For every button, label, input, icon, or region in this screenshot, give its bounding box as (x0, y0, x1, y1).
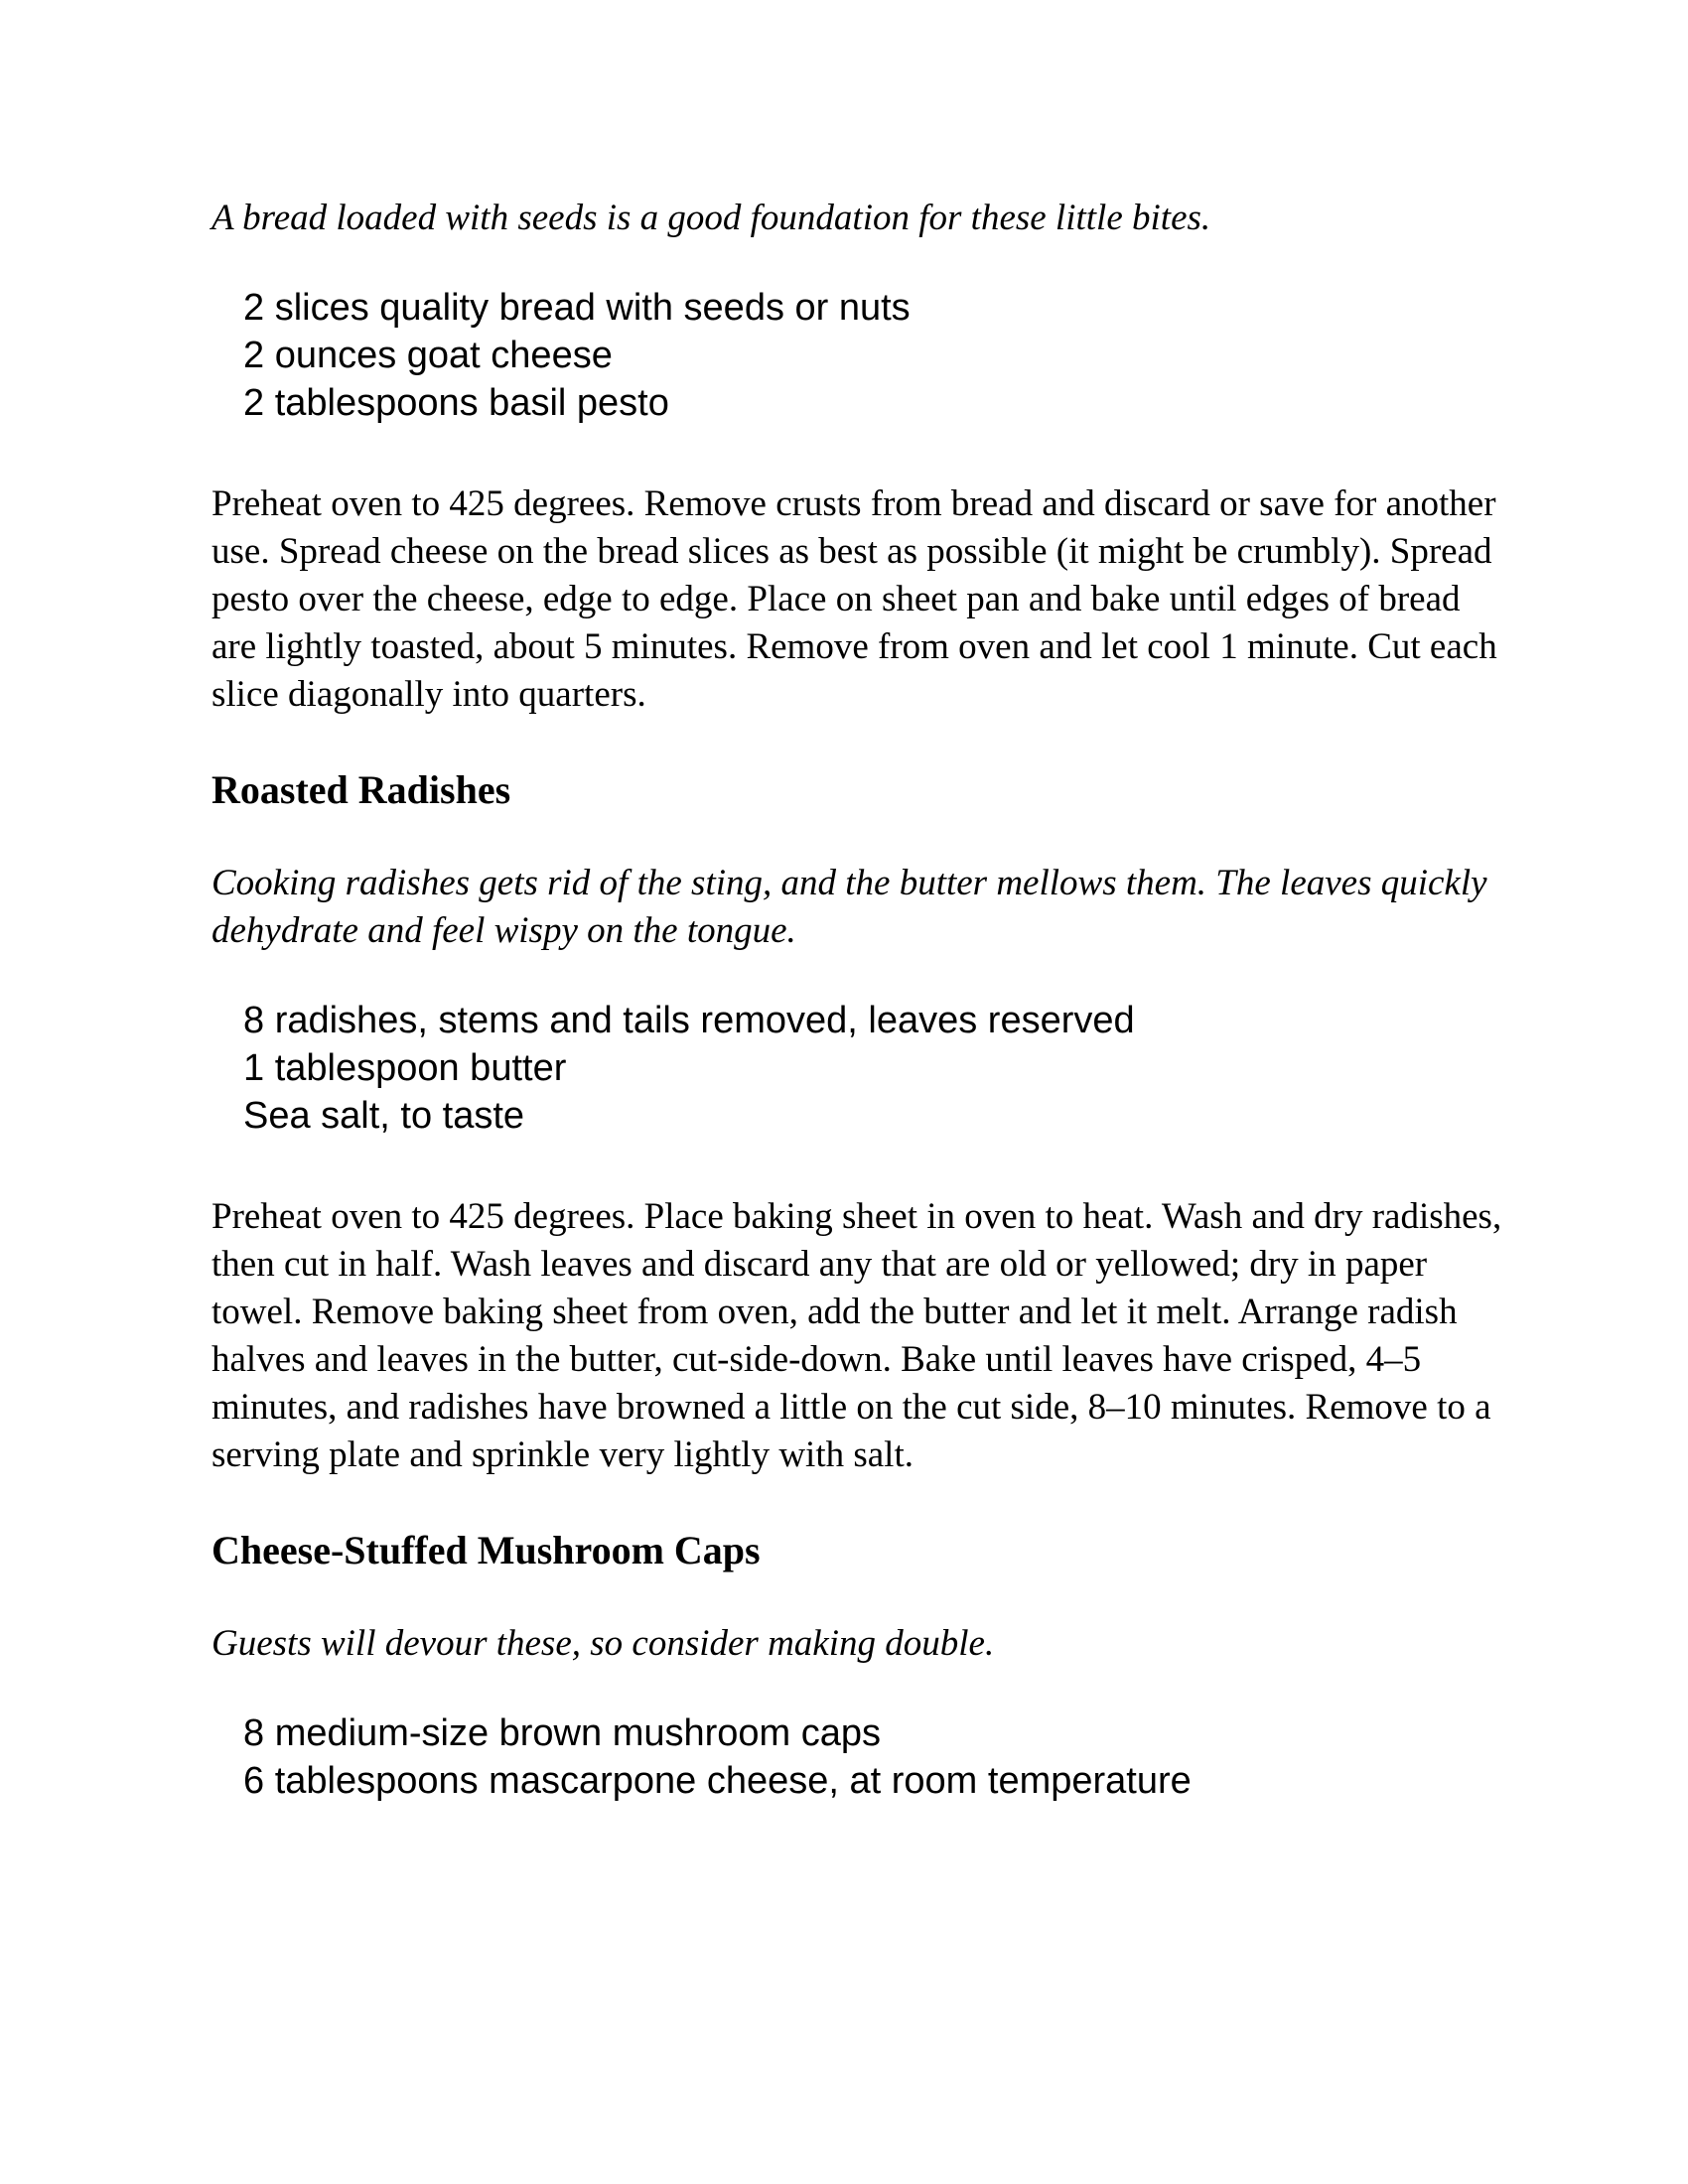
ingredient-item: 6 tablespoons mascarpone cheese, at room temperature (243, 1760, 1192, 1802)
ingredient-item: 8 medium-size brown mushroom caps (243, 1712, 882, 1754)
ingredient-list (211, 997, 1502, 1140)
recipe-title: Roasted Radishes (211, 767, 511, 812)
ingredient-item: 2 tablespoons basil pesto (243, 382, 669, 424)
document-page (211, 195, 1502, 1805)
ingredient-item: 2 ounces goat cheese (243, 335, 613, 376)
recipe-intro: Cooking radishes gets rid of the sting, and the butter mellows them. The leaves quickly dehydrate and feel wispy on the tongue. (211, 863, 1487, 951)
ingredient-item: 1 tablespoon butter (243, 1047, 567, 1089)
recipe-method: Preheat oven to 425 degrees. Remove crusts from bread and discard or save for another use. Spread cheese on the bread slices as best as possible (it might be crumbly). Spread pesto over the cheese, edge to edge. Place on sheet pan and bake until edges of bread are lightly toasted, about 5 minutes. Remove from oven and let cool 1 minute. Cut each slice diagonally into quarters. (211, 483, 1497, 715)
ingredient-item: Sea salt, to taste (243, 1095, 525, 1137)
recipe-method: Preheat oven to 425 degrees. Place baking sheet in oven to heat. Wash and dry radishes, then cut in half. Wash leaves and discard any that are old or yellowed; dry in paper towel. Remove baking sheet from oven, add the butter and let it melt. Arrange radish halves and leaves in the butter, cut-side-down. Bake until leaves have crisped, 4–5 minutes, and radishes have browned a little on the cut side, 8–10 minutes. Remove to a serving plate and sprinkle very lightly with salt. (211, 1196, 1502, 1475)
recipe-intro: A bread loaded with seeds is a good foundation for these little bites. (211, 198, 1211, 238)
recipe-intro: Guests will devour these, so consider making double. (211, 1623, 995, 1664)
ingredient-item: 2 slices quality bread with seeds or nuts (243, 287, 911, 329)
ingredient-item: 8 radishes, stems and tails removed, leaves reserved (243, 1000, 1135, 1041)
recipe-title: Cheese-Stuffed Mushroom Caps (211, 1528, 761, 1572)
ingredient-list (211, 284, 1502, 427)
ingredient-list (211, 1709, 1502, 1805)
